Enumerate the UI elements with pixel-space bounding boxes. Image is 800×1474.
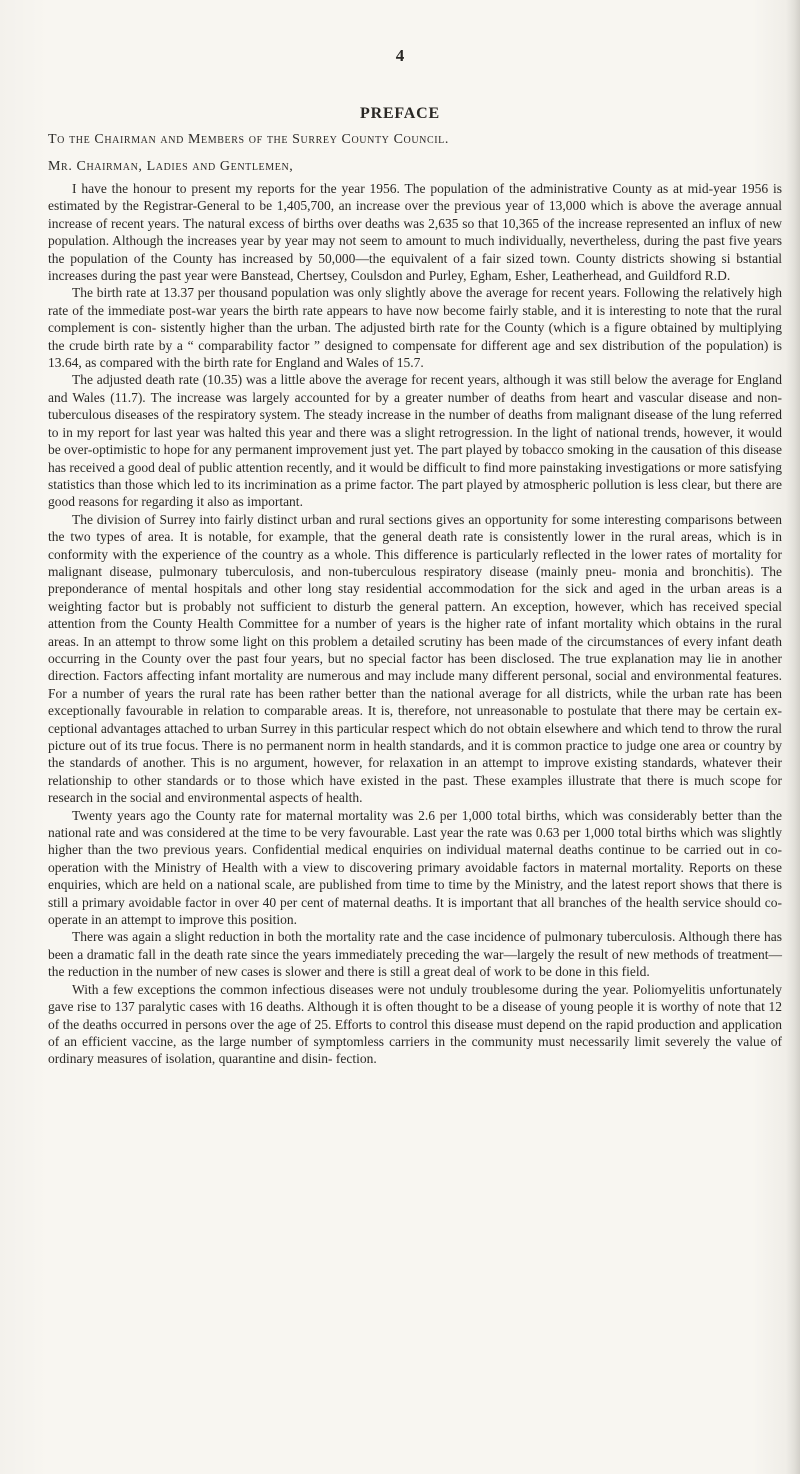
paragraph-3: The adjusted death rate (10.35) was a little above the average for recent years, although it was still below the average for England and Wales (11.7). The increase was largely accounted for by a greater number of deaths from heart and vascular disease and non-tuberculous diseases of the respiratory system. The steady increase in the number of deaths from malignant disease of the lung referred to in my report for last year was halted this year and there was a slight retrogression. In the light of national trends, however, it would be over-optimistic to hope for any permanent improvement just yet. The part played by tobacco smoking in the causation of this disease has received a good deal of public attention recently, and it would be difficult to find more painstaking investigations or more satisfying statistics than those which led to its incrimination as a prime factor. The part played by atmospheric pollution is less clear, but there are good reasons for regarding it also as important. <box>48 372 782 510</box>
paragraph-1: I have the honour to present my reports for the year 1956. The population of the administrative County as at mid-year 1956 is estimated by the Registrar-General to be 1,405,700, an increase over the previous year of 13,000 which is above the average annual increase of recent years. The natural excess of births over deaths was 2,635 so that 10,365 of the increase represented an influx of new population. Although the increases year by year may not seem to amount to much individually, nevertheless, during the past five years the population of the County has increased by 50,000—the equivalent of a fair sized town. County districts showing si bstantial increases during the past year were Banstead, Chertsey, Coulsdon and Purley, Egham, Esher, Leatherhead, and Guildford R.D. <box>48 181 782 284</box>
salutation: Mr. Chairman, Ladies and Gentlemen, <box>48 159 294 174</box>
paragraph-4: The division of Surrey into fairly distinct urban and rural sections gives an opportunity for some interesting comparisons between the two types of area. It is notable, for example, that the general death rate is consistently lower in the rural areas, which is in conformity with the experience of the country as a whole. This difference is particularly reflected in the lower rates of mortality for malignant disease, pulmonary tuberculosis, and non-tuberculous respiratory disease (mainly pneu- monia and bronchitis). The preponderance of mental hospitals and other long stay residential accommodation for the sick and aged in the urban areas is a weighting factor but is probably not sufficient to disturb the general pattern. An exception, however, which has received special attention from the County Health Committee for a number of years is the higher rate of infant mortality which obtains in the rural areas. In an attempt to throw some light on this problem a detailed scrutiny has been made of the circumstances of every infant death occurring in the County over the past four years, but no special factor has been disclosed. The true explanation may lie in another direction. Factors affecting infant mortality are numerous and may include many different personal, social and environmental features. For a number of years the rural rate has been rather better than the national average for all districts, while the urban rate has been exceptionally favourable in relation to comparable areas. It is, therefore, not unreasonable to postulate that there may be certain ex- ceptional advantages attached to urban Surrey in this particular respect which do not obtain elsewhere and which tend to throw the rural picture out of its true focus. There is no permanent norm in health standards, and it is common practice to judge one area or country by the standards of another. This is no argument, however, for relaxation in an attempt to improve existing standards, whatever their relationship to other standards or to those which have existed in the past. These examples illustrate that there is much scope for research in the social and environmental aspects of health. <box>48 511 782 806</box>
body-text <box>48 180 782 1068</box>
page-edge-shadow <box>786 0 800 1474</box>
paragraph-2: The birth rate at 13.37 per thousand population was only slightly above the average for recent years. Following the relatively high rate of the immediate post-war years the birth rate appears to have now become fairly stable, and it is interesting to note that the rural complement is con- sistently higher than the urban. The adjusted birth rate for the County (which is a figure obtained by multiplying the crude birth rate by a “ comparability factor ” designed to compensate for different age and sex distribution of the population) is 13.64, as compared with the birth rate for England and Wales of 15.7. <box>48 285 782 371</box>
paragraph-5: Twenty years ago the County rate for maternal mortality was 2.6 per 1,000 total births, which was considerably better than the national rate and was considered at the time to be very favourable. Last year the rate was 0.63 per 1,000 total births which was slightly higher than the two previous years. Confidential medical enquiries on individual maternal deaths continue to be carried out in co-operation with the Ministry of Health with a view to discovering primary avoidable factors in maternal mortality. Reports on these enquiries, which are held on a national scale, are published from time to time by the Ministry, and the latest report shows that there is still a primary avoidable factor in over 40 per cent of maternal deaths. It is important that all branches of the health service should co-operate in an attempt to improve this position. <box>48 807 782 928</box>
page-title: PREFACE <box>360 105 440 122</box>
page-number: 4 <box>395 46 405 65</box>
address-line: To the Chairman and Members of the Surrey County Council. <box>48 132 449 147</box>
paragraph-7: With a few exceptions the common infectious diseases were not unduly troublesome during the year. Poliomyelitis unfortunately gave rise to 137 paralytic cases with 16 deaths. Although it is often thought to be a disease of young people it is worthy of note that 12 of the deaths occurred in persons over the age of 25. Efforts to control this disease must depend on the rapid production and application of an efficient vaccine, as the large number of symptomless carriers in the community must necessarily limit severely the value of ordinary measures of isolation, quarantine and disin- fection. <box>48 981 782 1067</box>
paragraph-6: There was again a slight reduction in both the mortality rate and the case incidence of pulmonary tuberculosis. Although there has been a dramatic fall in the death rate since the years immediately preceding the war—largely the result of new methods of treatment—the reduction in the number of new cases is slower and there is still a great deal of work to be done in this field. <box>48 929 782 980</box>
